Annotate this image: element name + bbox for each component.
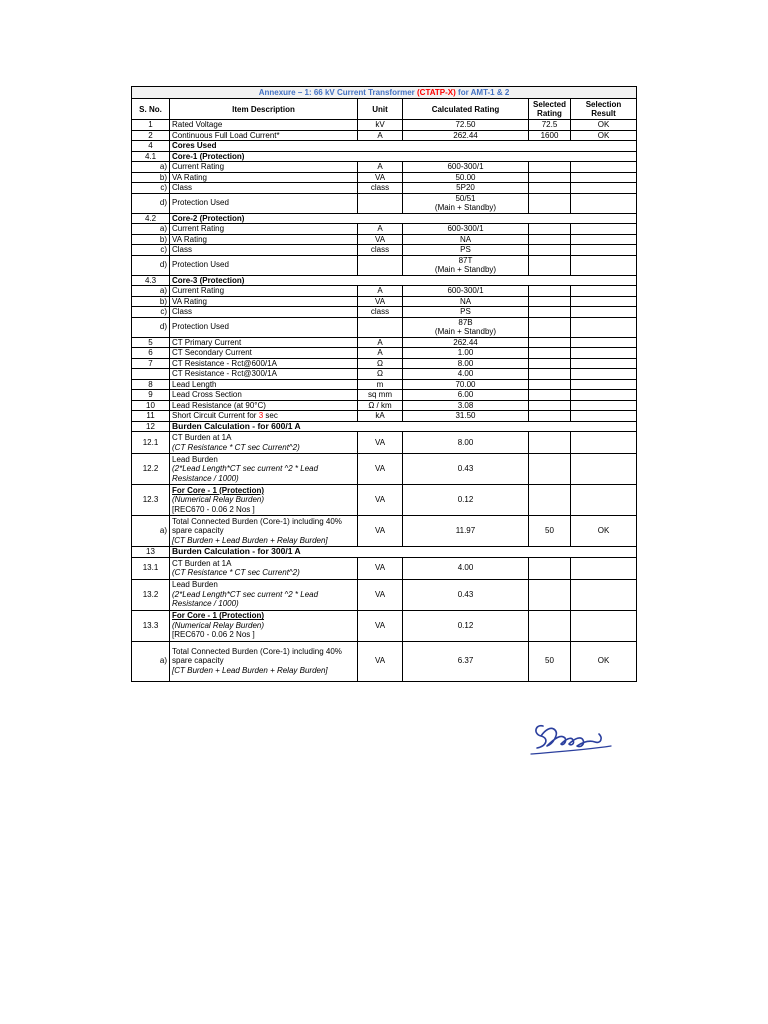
table-row (132, 172, 637, 183)
sno-cell: d) (132, 317, 170, 337)
unit-cell: A (358, 286, 403, 297)
calc-cell: 6.00 (403, 390, 529, 401)
calc-line: (Main + Standby) (434, 265, 497, 274)
calc-cell (403, 193, 529, 213)
unit-cell: kA (358, 411, 403, 422)
calc-cell: PS (403, 307, 529, 318)
unit-cell: class (358, 245, 403, 256)
table-row (132, 516, 637, 547)
unit-cell: VA (358, 557, 403, 579)
calc-cell: 72.50 (403, 120, 529, 131)
calc-cell: 5P20 (403, 183, 529, 194)
sno-cell: 6 (132, 348, 170, 359)
calc-cell: NA (403, 234, 529, 245)
unit-cell: VA (358, 485, 403, 516)
table-row (132, 183, 637, 194)
unit-cell: VA (358, 432, 403, 454)
unit-cell: VA (358, 172, 403, 183)
calc-cell: 6.37 (403, 641, 529, 681)
table-row (132, 400, 637, 411)
unit-cell: VA (358, 641, 403, 681)
selected-cell: 50 (529, 516, 571, 547)
unit-cell: Ω (358, 369, 403, 380)
table-row (132, 641, 637, 681)
result-cell: OK (571, 641, 637, 681)
sno-cell: a) (132, 224, 170, 235)
item-cell (170, 579, 358, 610)
calc-cell: 600-300/1 (403, 224, 529, 235)
calc-line: 87B (458, 317, 473, 327)
unit-cell: VA (358, 296, 403, 307)
item-line: Total Connected Burden (Core-1) including 40% (172, 516, 342, 526)
formula-line: [CT Burden + Lead Burden + Relay Burden] (172, 665, 328, 675)
item-cell: Protection Used (170, 193, 358, 213)
item-cell: Lead Length (170, 379, 358, 390)
section-row (132, 151, 637, 162)
sno-cell: 8 (132, 379, 170, 390)
calc-cell (403, 317, 529, 337)
unit-cell: VA (358, 454, 403, 485)
item-cell: Lead Cross Section (170, 390, 358, 401)
header-row (132, 99, 637, 120)
sno-cell: a) (132, 641, 170, 681)
section-heading: Core-3 (Protection) (170, 275, 637, 286)
calc-cell: 11.97 (403, 516, 529, 547)
table-title (132, 87, 637, 99)
table-row (132, 358, 637, 369)
unit-cell: A (358, 130, 403, 141)
item-line: [REC670 - 0.06 2 Nos ] (172, 504, 255, 514)
sno-cell: 1 (132, 120, 170, 131)
item-cell: Class (170, 245, 358, 256)
table-row (132, 579, 637, 610)
sno-cell: 2 (132, 130, 170, 141)
item-cell: Continuous Full Load Current* (170, 130, 358, 141)
unit-cell: kV (358, 120, 403, 131)
calc-cell: 4.00 (403, 557, 529, 579)
calc-cell: 8.00 (403, 432, 529, 454)
sno-cell: 12 (132, 421, 170, 432)
header-unit: Unit (358, 99, 403, 120)
item-line: CT Burden at 1A (172, 558, 232, 568)
unit-cell: sq mm (358, 390, 403, 401)
table-row (132, 379, 637, 390)
unit-cell: A (358, 224, 403, 235)
item-cell: Protection Used (170, 317, 358, 337)
item-cell (170, 610, 358, 641)
unit-cell: Ω (358, 358, 403, 369)
calc-cell: 0.43 (403, 454, 529, 485)
sno-cell: 9 (132, 390, 170, 401)
item-line: Lead Burden (172, 580, 218, 590)
table-row (132, 234, 637, 245)
item-line: [REC670 - 0.06 2 Nos ] (172, 630, 255, 640)
table-row (132, 224, 637, 235)
section-heading: Cores Used (170, 141, 637, 152)
sno-cell: 12.2 (132, 454, 170, 485)
sno-cell: 11 (132, 411, 170, 422)
sno-cell: 4.1 (132, 151, 170, 162)
item-line: For Core - 1 (Protection) (172, 485, 265, 495)
table-row (132, 485, 637, 516)
formula-line: (CT Resistance * CT sec Current^2) (172, 568, 300, 577)
formula-line: Resistance / 1000) (172, 473, 239, 483)
calc-line: (Main + Standby) (434, 327, 497, 336)
sno-cell: b) (132, 296, 170, 307)
table-title-row (132, 87, 637, 99)
table-row (132, 130, 637, 141)
item-line: Total Connected Burden (Core-1) including 40% (172, 646, 342, 656)
section-row (132, 141, 637, 152)
calc-cell: 0.12 (403, 610, 529, 641)
selected-cell: 50 (529, 641, 571, 681)
unit-cell: VA (358, 234, 403, 245)
calc-cell: PS (403, 245, 529, 256)
item-line: spare capacity (172, 656, 224, 666)
item-line: For Core - 1 (Protection) (172, 611, 265, 621)
section-row (132, 547, 637, 558)
calc-cell: 262.44 (403, 337, 529, 348)
section-heading: Core-1 (Protection) (170, 151, 637, 162)
item-cell: Lead Resistance (at 90°C) (170, 400, 358, 411)
section-row (132, 421, 637, 432)
calc-cell: 0.43 (403, 579, 529, 610)
table-row (132, 411, 637, 422)
item-cell: Current Rating (170, 286, 358, 297)
table-row (132, 454, 637, 485)
header-sno: S. No. (132, 99, 170, 120)
sno-cell: 4.3 (132, 275, 170, 286)
item-cell: CT Resistance - Rct@600/1A (170, 358, 358, 369)
sno-cell: 13 (132, 547, 170, 558)
section-heading: Core-2 (Protection) (170, 213, 637, 224)
header-item: Item Description (170, 99, 358, 120)
sno-cell: 13.1 (132, 557, 170, 579)
item-cell: Rated Voltage (170, 120, 358, 131)
sno-cell: 13.2 (132, 579, 170, 610)
item-text: sec (263, 411, 278, 420)
unit-cell: Ω / km (358, 400, 403, 411)
ct-rating-table (131, 86, 637, 682)
table-row (132, 162, 637, 173)
item-cell: CT Secondary Current (170, 348, 358, 359)
sno-cell: d) (132, 193, 170, 213)
unit-cell: A (358, 337, 403, 348)
item-line: spare capacity (172, 526, 224, 536)
table-row (132, 610, 637, 641)
calc-cell (403, 255, 529, 275)
selected-cell: 72.5 (529, 120, 571, 131)
unit-cell: m (358, 379, 403, 390)
handwritten-signature (525, 712, 620, 762)
unit-cell: A (358, 162, 403, 173)
annexure-sheet (131, 86, 636, 682)
table-row (132, 337, 637, 348)
item-cell: CT Resistance - Rct@300/1A (170, 369, 358, 380)
calc-cell: 70.00 (403, 379, 529, 390)
formula-line: (Numerical Relay Burden) (172, 620, 265, 630)
formula-line: Resistance / 1000) (172, 599, 239, 609)
header-selection-result: Selection Result (571, 99, 637, 120)
section-row (132, 213, 637, 224)
formula-line: (2*Lead Length*CT sec current ^2 * Lead (172, 464, 319, 474)
result-cell: OK (571, 130, 637, 141)
sno-cell: 4 (132, 141, 170, 152)
calc-cell: 600-300/1 (403, 286, 529, 297)
calc-cell: 4.00 (403, 369, 529, 380)
formula-line: (CT Resistance * CT sec Current^2) (172, 442, 300, 452)
item-cell: VA Rating (170, 296, 358, 307)
sno-cell: a) (132, 162, 170, 173)
unit-cell: A (358, 348, 403, 359)
formula-line: (Numerical Relay Burden) (172, 495, 265, 505)
calc-cell: NA (403, 296, 529, 307)
sno-cell: a) (132, 516, 170, 547)
section-row (132, 275, 637, 286)
table-row (132, 255, 637, 275)
sno-cell: 12.3 (132, 485, 170, 516)
table-row (132, 432, 637, 454)
unit-cell: VA (358, 516, 403, 547)
item-text: Short Circuit Current for (172, 411, 259, 420)
item-cell (170, 411, 358, 422)
sno-cell: 12.1 (132, 432, 170, 454)
item-cell (170, 557, 358, 579)
sno-cell: d) (132, 255, 170, 275)
calc-line: 87T (458, 255, 473, 265)
item-cell (170, 432, 358, 454)
table-row (132, 307, 637, 318)
item-cell (170, 485, 358, 516)
formula-line: (2*Lead Length*CT sec current ^2 * Lead (172, 589, 319, 599)
header-selected-rating: Selected Rating (529, 99, 571, 120)
sno-cell: 4.2 (132, 213, 170, 224)
sno-cell: 13.3 (132, 610, 170, 641)
sno-cell: 10 (132, 400, 170, 411)
result-cell: OK (571, 120, 637, 131)
table-row (132, 390, 637, 401)
item-cell: VA Rating (170, 172, 358, 183)
table-row (132, 348, 637, 359)
item-cell: Class (170, 183, 358, 194)
item-cell (170, 516, 358, 547)
calc-cell: 31.50 (403, 411, 529, 422)
title-prefix: Annexure – 1: 66 kV Current Transformer (258, 87, 417, 97)
table-row (132, 245, 637, 256)
calc-cell: 3.08 (403, 400, 529, 411)
table-row (132, 120, 637, 131)
calc-cell: 50.00 (403, 172, 529, 183)
sno-cell: 5 (132, 337, 170, 348)
item-line: Lead Burden (172, 454, 218, 464)
table-row (132, 296, 637, 307)
table-row (132, 317, 637, 337)
calc-line: (Main + Standby) (434, 203, 497, 212)
item-cell: CT Primary Current (170, 337, 358, 348)
sno-cell: a) (132, 286, 170, 297)
calc-cell: 8.00 (403, 358, 529, 369)
sno-cell: b) (132, 234, 170, 245)
item-highlight: 3 (258, 411, 264, 420)
sno-cell: c) (132, 183, 170, 194)
table-row (132, 286, 637, 297)
item-cell (170, 454, 358, 485)
unit-cell: class (358, 183, 403, 194)
unit-cell: class (358, 307, 403, 318)
item-cell: Protection Used (170, 255, 358, 275)
result-cell: OK (571, 516, 637, 547)
table-row (132, 369, 637, 380)
calc-cell: 600-300/1 (403, 162, 529, 173)
item-cell: VA Rating (170, 234, 358, 245)
table-row (132, 557, 637, 579)
calc-cell: 0.12 (403, 485, 529, 516)
header-calc: Calculated Rating (403, 99, 529, 120)
sno-cell: b) (132, 172, 170, 183)
unit-cell: VA (358, 579, 403, 610)
calc-cell: 1.00 (403, 348, 529, 359)
table-row (132, 193, 637, 213)
sno-cell: 7 (132, 358, 170, 369)
section-heading: Burden Calculation - for 600/1 A (170, 421, 637, 432)
item-cell (170, 641, 358, 681)
item-cell: Class (170, 307, 358, 318)
item-cell: Current Rating (170, 224, 358, 235)
section-heading: Burden Calculation - for 300/1 A (170, 547, 637, 558)
sno-cell: c) (132, 245, 170, 256)
sno-cell: c) (132, 307, 170, 318)
title-suffix: for AMT-1 & 2 (455, 87, 510, 97)
calc-cell: 262.44 (403, 130, 529, 141)
item-cell: Current Rating (170, 162, 358, 173)
formula-line: [CT Burden + Lead Burden + Relay Burden] (172, 535, 328, 545)
title-ct-code: (CTATP-X) (417, 87, 456, 97)
calc-line: 50/51 (455, 193, 476, 203)
item-line: CT Burden at 1A (172, 433, 232, 442)
selected-cell: 1600 (529, 130, 571, 141)
unit-cell: VA (358, 610, 403, 641)
